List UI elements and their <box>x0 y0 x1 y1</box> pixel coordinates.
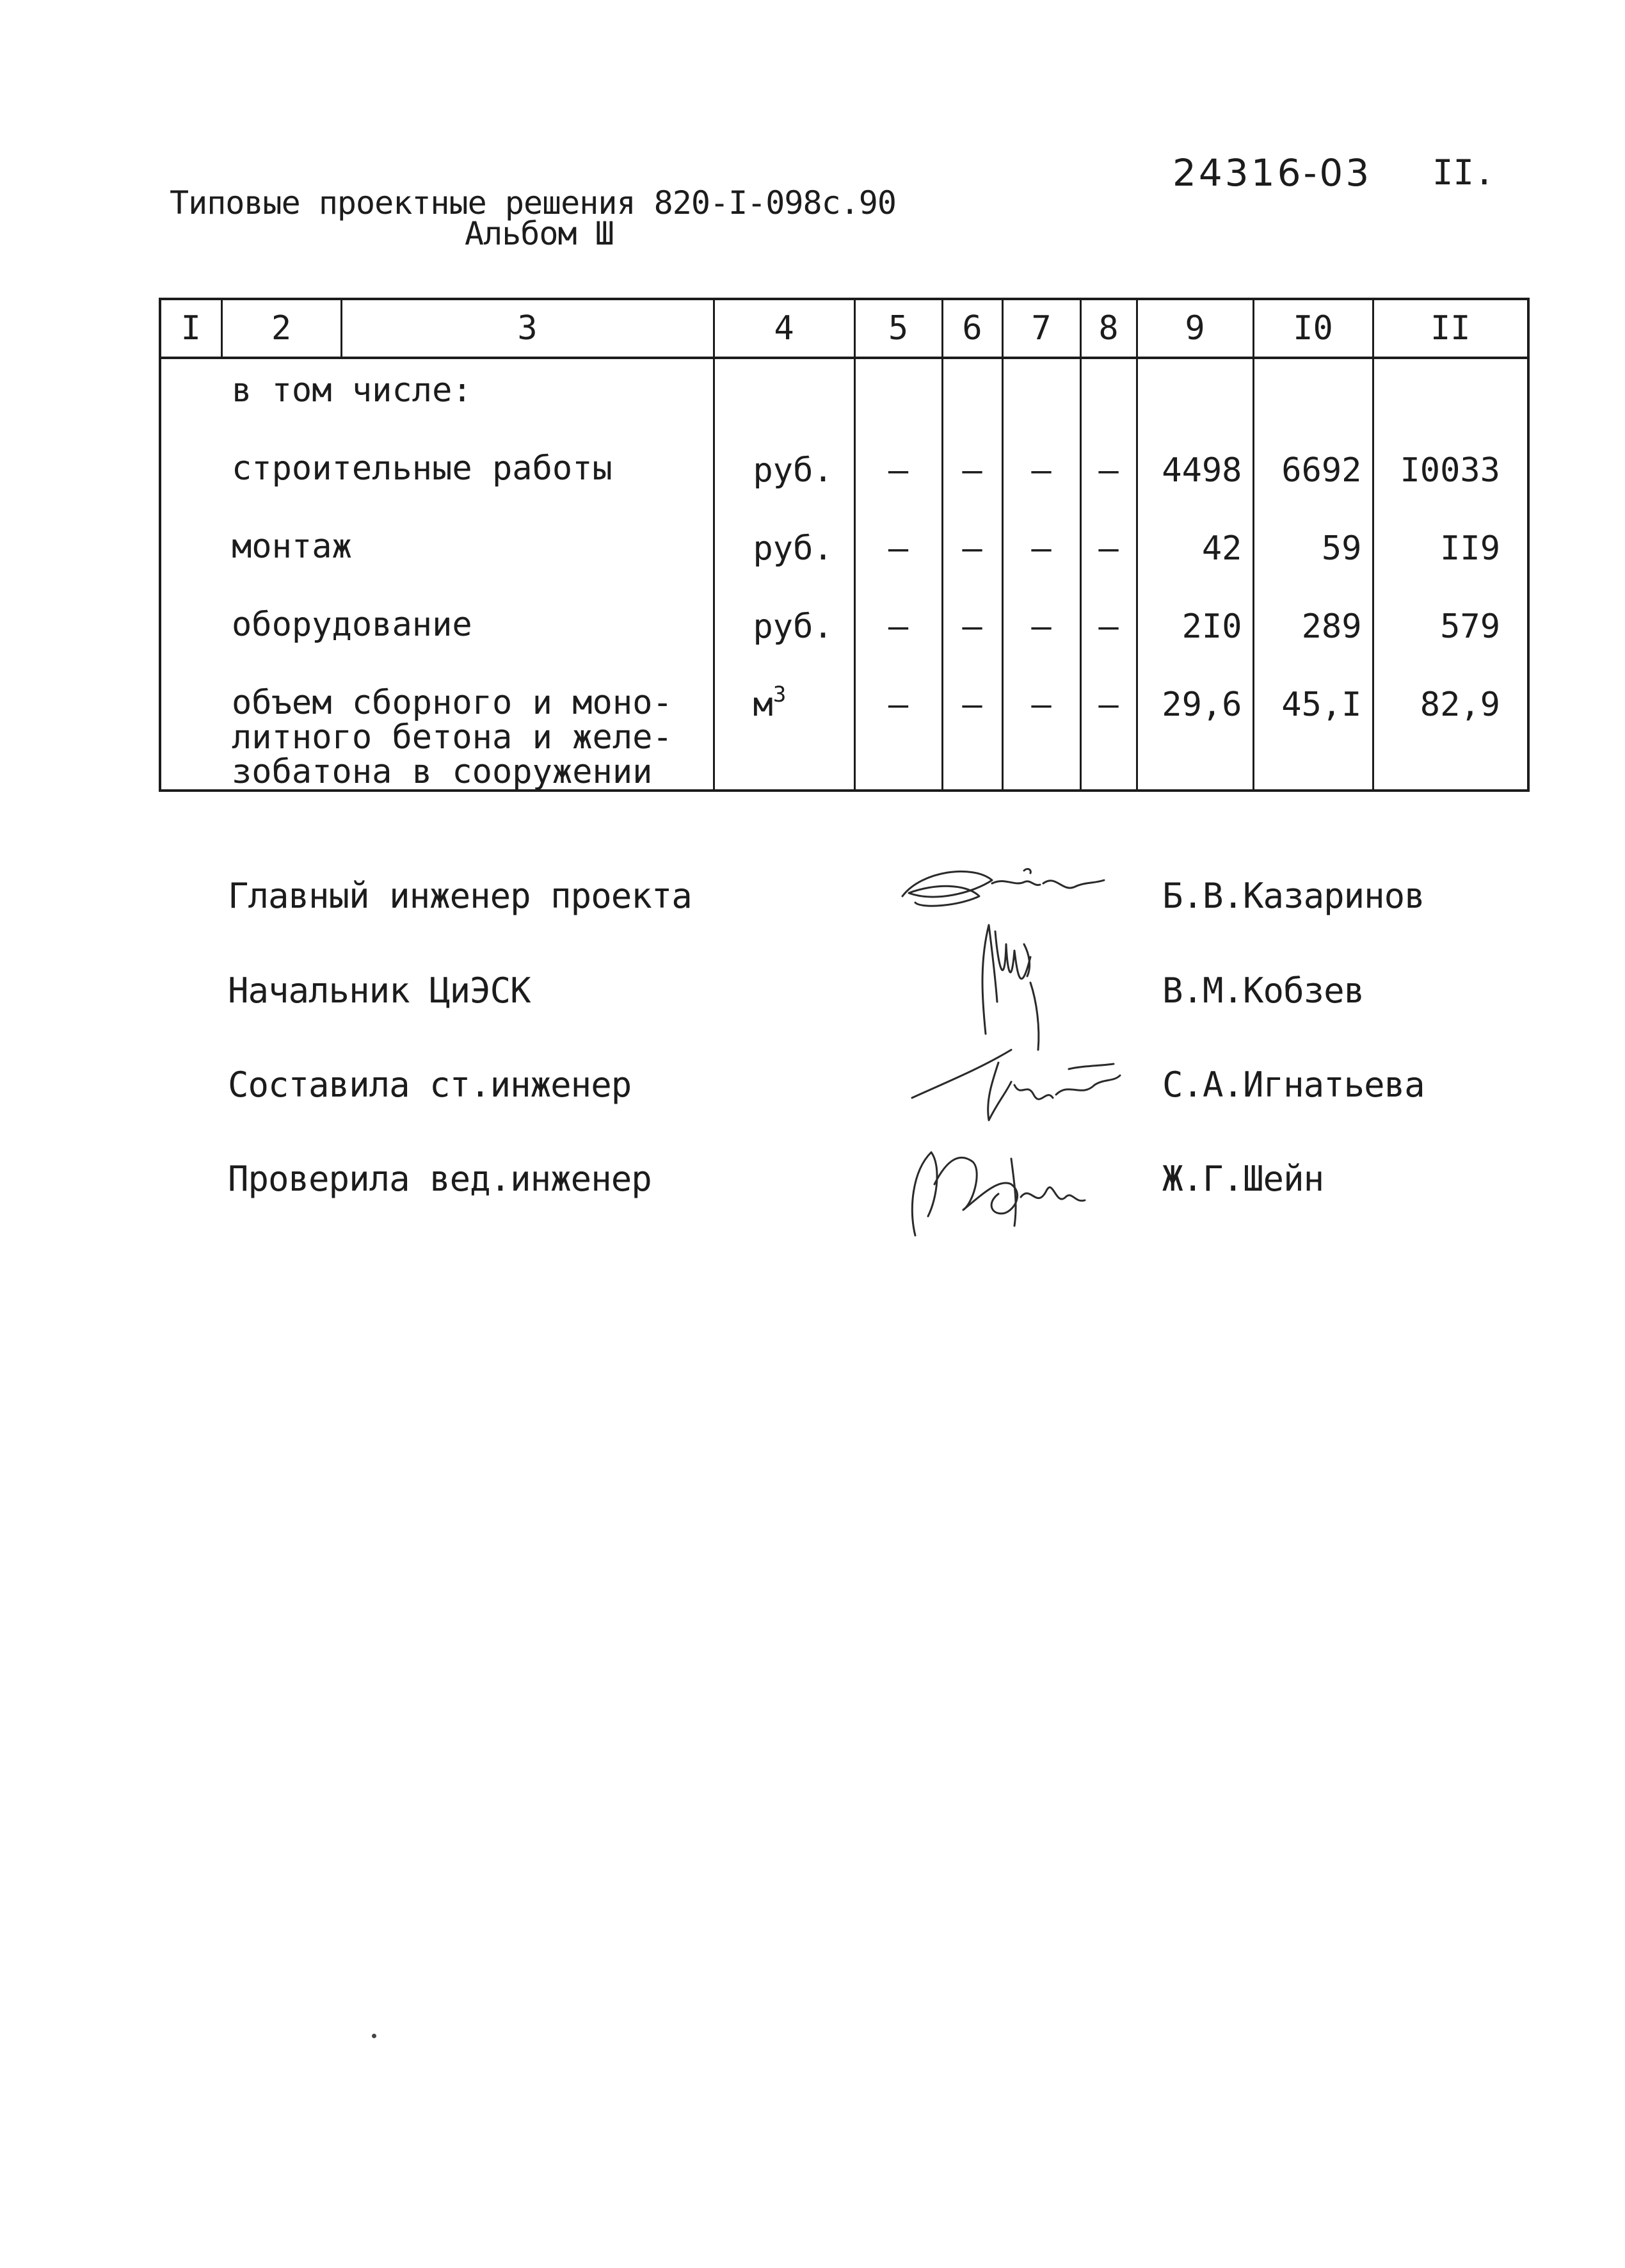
album-title: Альбом Ш <box>465 215 614 252</box>
cell-value: 29,6 <box>1137 672 1253 791</box>
document-number: 24316-03 <box>1173 151 1372 195</box>
signatory-role: Составила ст.инженер <box>228 1065 632 1105</box>
col-number: 8 <box>1080 299 1137 358</box>
signatory-role: Главный инженер проекта <box>228 876 692 916</box>
page-number: II. <box>1432 152 1495 193</box>
row-name-line: литного бетона и желе- <box>232 718 673 757</box>
cell-value: 579 <box>1373 593 1528 672</box>
cell-value: 289 <box>1253 593 1373 672</box>
signatory-name: Ж.Г.Шейн <box>1162 1159 1324 1199</box>
cell-dash: – <box>942 437 1002 515</box>
unit-base: м <box>753 686 773 724</box>
section-label: в том числе: <box>160 358 714 437</box>
cell-dash: – <box>1080 437 1137 515</box>
row-name: оборудование <box>160 593 714 672</box>
cell-dash: – <box>854 593 942 672</box>
col-number: 4 <box>714 299 854 358</box>
signatory-role: Начальник ЦиЭСК <box>228 970 531 1011</box>
table-row <box>160 437 1528 515</box>
signature-4 <box>902 1114 1094 1242</box>
cell-dash: – <box>1002 437 1080 515</box>
cell-dash: – <box>1002 672 1080 791</box>
row-unit: руб. <box>714 593 854 672</box>
cell-dash: – <box>942 672 1002 791</box>
signatory-name: В.М.Кобзев <box>1162 970 1365 1011</box>
cell-dash: – <box>1080 593 1137 672</box>
col-number: 6 <box>942 299 1002 358</box>
series-title: Типовые проектные решения 820-I-098с.90 <box>170 184 896 221</box>
col-number: 7 <box>1002 299 1080 358</box>
signatory-name: С.А.Игнатьева <box>1162 1065 1425 1105</box>
scan-speck <box>372 2034 376 2038</box>
table-row <box>160 672 1528 791</box>
col-number: 2 <box>221 299 341 358</box>
column-number-row <box>160 299 1528 358</box>
row-name: строительные работы <box>160 437 714 515</box>
cell-value: 59 <box>1253 515 1373 593</box>
cell-value: II9 <box>1373 515 1528 593</box>
signatory-role: Проверила вед.инженер <box>228 1159 652 1199</box>
table-row <box>160 358 1528 437</box>
col-number: II <box>1373 299 1528 358</box>
cell-value: I0033 <box>1373 437 1528 515</box>
signatory-name: Б.В.Казаринов <box>1162 876 1425 916</box>
row-name <box>160 672 714 791</box>
cell-dash: – <box>1080 515 1137 593</box>
table-row <box>160 515 1528 593</box>
row-unit: руб. <box>714 515 854 593</box>
col-number: 9 <box>1137 299 1253 358</box>
cell-dash: – <box>942 515 1002 593</box>
cell-dash: – <box>1080 672 1137 791</box>
cell-dash: – <box>1002 593 1080 672</box>
table-row <box>160 593 1528 672</box>
row-unit: руб. <box>714 437 854 515</box>
col-number: I <box>160 299 221 358</box>
cell-dash: – <box>854 437 942 515</box>
cell-value: 2I0 <box>1137 593 1253 672</box>
cell-value: 45,I <box>1253 672 1373 791</box>
signature-3 <box>909 1037 1120 1127</box>
col-number: I0 <box>1253 299 1373 358</box>
cell-dash: – <box>854 672 942 791</box>
col-number: 3 <box>341 299 714 358</box>
col-number: 5 <box>854 299 942 358</box>
cell-value: 6692 <box>1253 437 1373 515</box>
unit-exponent: 3 <box>772 682 787 707</box>
specification-table <box>159 298 1530 792</box>
row-name: монтаж <box>160 515 714 593</box>
cell-value: 82,9 <box>1373 672 1528 791</box>
cell-value: 4498 <box>1137 437 1253 515</box>
row-name-line: зобатона в сооружении <box>232 753 653 791</box>
cell-dash: – <box>1002 515 1080 593</box>
cell-dash: – <box>942 593 1002 672</box>
signature-2 <box>960 906 1075 1053</box>
row-name-line: объем сборного и моно- <box>232 684 673 722</box>
cell-dash: – <box>854 515 942 593</box>
row-unit <box>714 672 854 791</box>
cell-value: 42 <box>1137 515 1253 593</box>
